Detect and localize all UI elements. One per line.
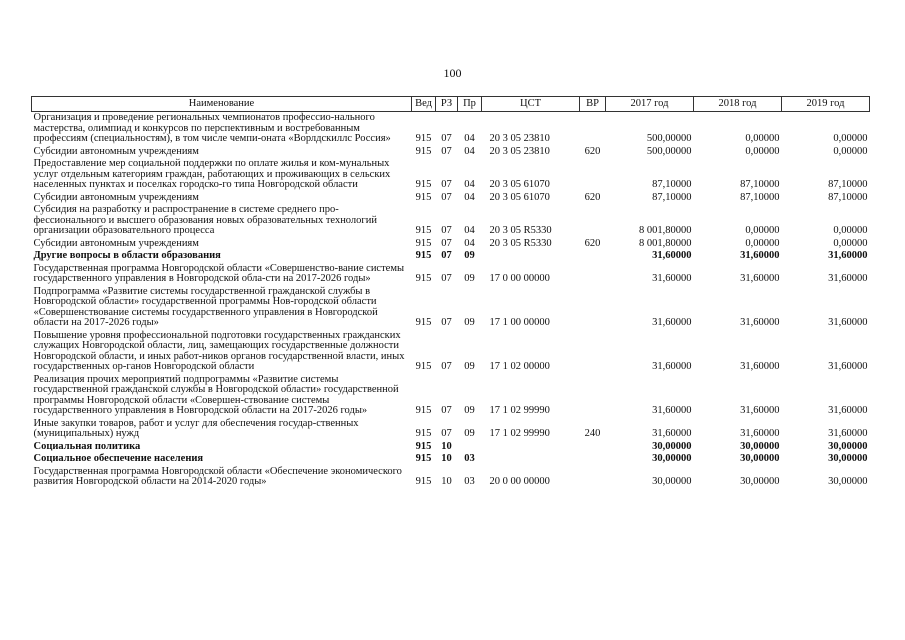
row-cst: 17 1 02 99990 [489, 405, 550, 416]
table-row [32, 112, 870, 146]
row-cst: 17 0 00 00000 [489, 273, 550, 284]
row-cst [482, 250, 580, 263]
row-ved: 915 [415, 476, 432, 487]
row-2018: 0,00000 [745, 145, 780, 157]
row-2018: 31,60000 [740, 405, 780, 416]
row-ved: 915 [415, 179, 432, 190]
row-2019: 30,00000 [828, 440, 868, 452]
row-name: Государственная программа Новгородской области «Обеспечение экономического развития Новгородской области на 2014-2020 годы» [33, 465, 402, 487]
row-ved: 915 [415, 273, 432, 284]
row-2018: 87,10000 [740, 179, 780, 190]
row-2017: 31,60000 [652, 250, 692, 261]
page-number: 100 [443, 66, 462, 80]
row-2017: 8 001,80000 [639, 237, 692, 249]
row-rz: 07 [441, 250, 452, 261]
row-2017: 87,10000 [652, 179, 692, 190]
row-vr [580, 441, 606, 454]
row-rz: 10 [441, 440, 452, 452]
table-row [32, 453, 870, 466]
row-vr [580, 158, 606, 192]
row-vr [580, 263, 606, 286]
row-vr [580, 250, 606, 263]
row-2017: 30,00000 [652, 440, 692, 452]
row-cst: 20 3 05 61070 [489, 179, 550, 190]
row-cst: 20 0 00 00000 [489, 476, 550, 487]
table-header-row [32, 97, 870, 112]
header-cst: ЦСТ [482, 97, 580, 112]
row-name: Реализация прочих мероприятий подпрограммы «Развитие системы государственной гражданской службы в Новгородской области» государственной программы Новгородской области «Совершен-ствование системы государственного управления в Новгородской области на 2017-2026 годы» [33, 373, 399, 416]
row-vr [580, 204, 606, 238]
row-pr: 09 [464, 361, 475, 372]
table-row [32, 441, 870, 454]
row-2018: 31,60000 [740, 428, 780, 439]
header-name: Наименование [32, 97, 412, 112]
row-cst [482, 453, 580, 466]
row-name: Социальное обеспечение населения [33, 453, 204, 464]
row-cst: 17 1 02 99990 [489, 428, 550, 439]
row-2019: 31,60000 [828, 361, 868, 372]
row-2019: 30,00000 [828, 453, 868, 464]
table-row [32, 286, 870, 330]
row-vr: 240 [584, 428, 601, 439]
row-ved: 915 [415, 225, 432, 236]
header-2018: 2018 год [694, 97, 782, 112]
row-2019: 0,00000 [833, 133, 868, 144]
header-2019: 2019 год [782, 97, 870, 112]
row-rz: 07 [441, 145, 452, 157]
table-row [32, 466, 870, 489]
row-ved: 915 [415, 361, 432, 372]
row-ved: 915 [415, 191, 432, 203]
row-rz: 07 [441, 133, 452, 144]
row-ved: 915 [415, 237, 432, 249]
row-2018: 87,10000 [740, 191, 780, 203]
row-ved: 915 [415, 453, 432, 464]
row-2019: 0,00000 [833, 237, 868, 249]
table-row [32, 146, 870, 159]
table-row [32, 158, 870, 192]
row-2018: 30,00000 [740, 453, 780, 464]
row-2019: 31,60000 [828, 250, 868, 261]
row-name: Подпрограмма «Развитие системы государственной гражданской службы в Новгородской области» государственной программы Нов-городской области «Совершенствование системы государственного управления в Новгородской области на 2017-2026 годы» [33, 285, 378, 328]
row-pr: 09 [464, 428, 475, 439]
row-2017: 31,60000 [652, 405, 692, 416]
row-2017: 30,00000 [652, 453, 692, 464]
row-2018: 0,00000 [745, 133, 780, 144]
row-pr: 04 [464, 133, 475, 144]
row-2018: 31,60000 [740, 317, 780, 328]
row-rz: 07 [441, 405, 452, 416]
row-2019: 31,60000 [828, 405, 868, 416]
row-rz: 07 [441, 179, 452, 190]
row-2018: 0,00000 [745, 225, 780, 236]
row-name: Иные закупки товаров, работ и услуг для обеспечения государ-ственных (муниципальных) нужд [33, 417, 359, 439]
table-row [32, 238, 870, 251]
row-vr [580, 286, 606, 330]
row-rz: 07 [441, 317, 452, 328]
row-rz: 07 [441, 361, 452, 372]
row-name: Организация и проведение региональных чемпионатов профессио-нального мастерства, олимпиад и конкурсов по перспективным и востребованным профессиям (специальностям), в том числе чемпи-оната «Ворлдскиллс Россия» [33, 112, 391, 144]
row-name: Субсидии автономным учреждениям [33, 237, 199, 249]
row-cst: 20 3 05 R5330 [489, 237, 552, 249]
row-pr: 03 [464, 453, 475, 464]
row-vr [580, 466, 606, 489]
row-2018: 30,00000 [740, 476, 780, 487]
row-2017: 87,10000 [652, 191, 692, 203]
row-ved: 915 [415, 145, 432, 157]
row-vr: 620 [584, 237, 601, 249]
row-ved: 915 [415, 317, 432, 328]
header-ved: Вед [412, 97, 436, 112]
row-rz: 07 [441, 273, 452, 284]
row-2018: 31,60000 [740, 361, 780, 372]
header-vr: ВР [580, 97, 606, 112]
row-2017: 31,60000 [652, 317, 692, 328]
row-name: Социальная политика [33, 440, 141, 452]
row-pr: 09 [464, 273, 475, 284]
row-ved: 915 [415, 405, 432, 416]
row-cst [482, 441, 580, 454]
row-name: Повышение уровня профессиональной подготовки государственных гражданских служащих Новгородской области, лиц, замещающих государственные должности Новгородской области, и иных работ-ников органов государственной власти, иных государственных ор-ганов Новгородской области [33, 329, 405, 372]
table-row [32, 418, 870, 441]
row-name: Государственная программа Новгородской области «Совершенство-вание системы государственного управления в Новгородской обла-сти на 2017-2026 годы» [33, 262, 405, 284]
row-cst: 20 3 05 23810 [489, 133, 550, 144]
table-row [32, 204, 870, 238]
table-row [32, 250, 870, 263]
row-name: Другие вопросы в области образования [33, 250, 221, 261]
row-rz: 10 [441, 453, 452, 464]
header-2017: 2017 год [606, 97, 694, 112]
table-row [32, 263, 870, 286]
row-2018: 31,60000 [740, 273, 780, 284]
table-row [32, 374, 870, 418]
row-2018: 30,00000 [740, 440, 780, 452]
row-ved: 915 [415, 133, 432, 144]
row-pr: 04 [464, 237, 475, 249]
row-pr: 04 [464, 225, 475, 236]
row-rz: 07 [441, 191, 452, 203]
row-rz: 10 [441, 476, 452, 487]
row-name: Субсидии автономным учреждениям [33, 145, 199, 157]
row-ved: 915 [415, 428, 432, 439]
row-2017: 8 001,80000 [639, 225, 692, 236]
row-vr [580, 374, 606, 418]
row-ved: 915 [415, 250, 432, 261]
row-2019: 0,00000 [833, 145, 868, 157]
row-vr [580, 330, 606, 374]
row-pr: 04 [464, 191, 475, 203]
row-vr [580, 453, 606, 466]
row-cst: 17 1 02 00000 [489, 361, 550, 372]
row-2018: 31,60000 [740, 250, 780, 261]
table-row [32, 192, 870, 205]
row-2017: 30,00000 [652, 476, 692, 487]
row-ved: 915 [415, 440, 432, 452]
row-name: Субсидия на разработку и распространение в системе среднего про-фессионального и высшего образования новых образовательных технологий организации образовательного процесса [33, 204, 377, 236]
row-vr: 620 [584, 191, 601, 203]
row-2019: 87,10000 [828, 179, 868, 190]
row-pr: 09 [464, 317, 475, 328]
header-pr: Пр [458, 97, 482, 112]
row-rz: 07 [441, 237, 452, 249]
row-pr: 04 [464, 179, 475, 190]
row-pr: 03 [464, 476, 475, 487]
row-vr [580, 112, 606, 146]
row-pr: 09 [464, 405, 475, 416]
row-2017: 31,60000 [652, 428, 692, 439]
row-2017: 500,00000 [646, 145, 692, 157]
row-2019: 87,10000 [828, 191, 868, 203]
row-rz: 07 [441, 428, 452, 439]
row-name: Предоставление мер социальной поддержки по оплате жилья и ком-мунальных услуг отдельным категориям граждан, работающих и проживающих в сельских населенных пунктах и поселках городско-го типа Новгородской области [33, 158, 391, 190]
row-2018: 0,00000 [745, 237, 780, 249]
row-cst: 20 3 05 R5330 [489, 225, 552, 236]
row-2017: 31,60000 [652, 361, 692, 372]
row-2019: 31,60000 [828, 273, 868, 284]
table-row [32, 330, 870, 374]
row-vr: 620 [584, 145, 601, 157]
row-2017: 31,60000 [652, 273, 692, 284]
budget-table [31, 96, 870, 489]
row-cst: 20 3 05 23810 [489, 145, 550, 157]
row-pr [458, 441, 482, 454]
header-rz: РЗ [436, 97, 458, 112]
row-cst: 20 3 05 61070 [489, 191, 550, 203]
row-name: Субсидии автономным учреждениям [33, 191, 199, 203]
row-2017: 500,00000 [646, 133, 692, 144]
row-2019: 31,60000 [828, 317, 868, 328]
row-rz: 07 [441, 225, 452, 236]
row-pr: 04 [464, 145, 475, 157]
row-2019: 31,60000 [828, 428, 868, 439]
row-cst: 17 1 00 00000 [489, 317, 550, 328]
row-pr: 09 [464, 250, 475, 261]
row-2019: 30,00000 [828, 476, 868, 487]
row-2019: 0,00000 [833, 225, 868, 236]
